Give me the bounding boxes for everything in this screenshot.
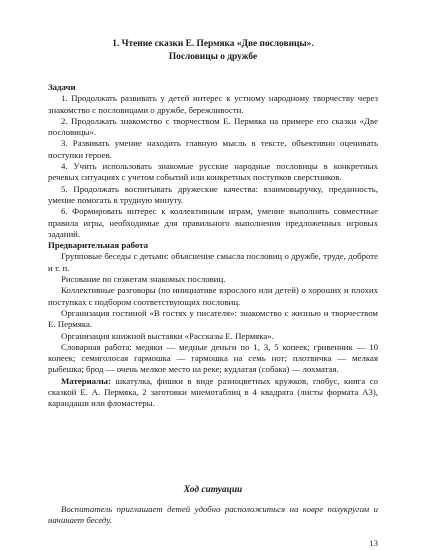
task-item: 6. Формировать интерес к коллективным играм, умение выполнять совместные правила игры, необходимые для правильного выполнения предложенных игровых заданий.	[48, 206, 378, 239]
task-item: 3. Развивать умение находить главную мысль в тексте, объективно оценивать поступки героев.	[48, 138, 378, 160]
prep-item: Словарная работа: медяки — медные деньги по 1, 3, 5 копеек; гривенник — 10 копеек; семиголосая гармошка — гармошка на семь нот; плотвичка — мелкая рыбешка; брод — очень мелкое место на реке; кудлатая (собака) — лохматая.	[48, 341, 378, 375]
prep-item: Коллективные разговоры (по инициативе взрослого или детей) о хороших и плохих поступках с подбором соответствующих пословиц.	[48, 285, 378, 307]
materials-label: Материалы:	[61, 375, 111, 386]
materials-paragraph	[48, 376, 378, 410]
tasks-heading: Задачи	[48, 82, 76, 92]
prep-item: Организация гостиной «В гостях у писателя»: знакомство с жизнью и творчеством Е. Пермяка.	[48, 307, 378, 330]
prep-item: Рисование по сюжетам знакомых пословиц.	[61, 274, 226, 285]
task-item: 4. Учить использовать знакомые русские народные пословицы в конкретных речевых ситуациях с учетом событий или конкретных поступков сверстников.	[48, 161, 378, 183]
section-title: Ход ситуации	[183, 485, 243, 495]
prep-item: Организация книжной выставки «Рассказы Е. Пермяка».	[61, 330, 274, 341]
prep-heading: Предварительная работа	[48, 240, 149, 251]
title-line-2: Пословицы о дружбе	[168, 52, 258, 62]
task-item: 1. Продолжать развивать у детей интерес к устному народному творчеству через знакомство с пословицами о дружбе, бережливости.	[48, 93, 378, 115]
materials-text: шкатулка, фишки в виде разноцветных кружков, глобус, книга со сказкой Е. А. Пермяка, 2 заготовки мнемотаблиц в 4 квадрата (листы формата А3), карандаши или фломастеры.	[48, 375, 378, 409]
body-column	[48, 82, 378, 410]
page-number: 13	[369, 538, 378, 548]
closing-paragraph: Воспитатель приглашает детей удобно расположиться на ковре полукругом и начинает беседу.	[48, 504, 378, 526]
task-item: 5. Продолжать воспитывать дружеские качества: взаимовыручку, преданность, умение помогать в трудную минуту.	[48, 183, 378, 205]
task-item: 2. Продолжать знакомство с творчеством Е. Пермяка на примере его сказки «Две пословицы».	[48, 115, 378, 138]
chapter-title	[0, 38, 426, 64]
title-line-1: 1. Чтение сказки Е. Пермяка «Две пословицы».	[112, 39, 314, 49]
prep-item: Групповые беседы с детьми: объяснение смысла пословиц о дружбе, труде, доброте и т. п.	[48, 251, 378, 273]
